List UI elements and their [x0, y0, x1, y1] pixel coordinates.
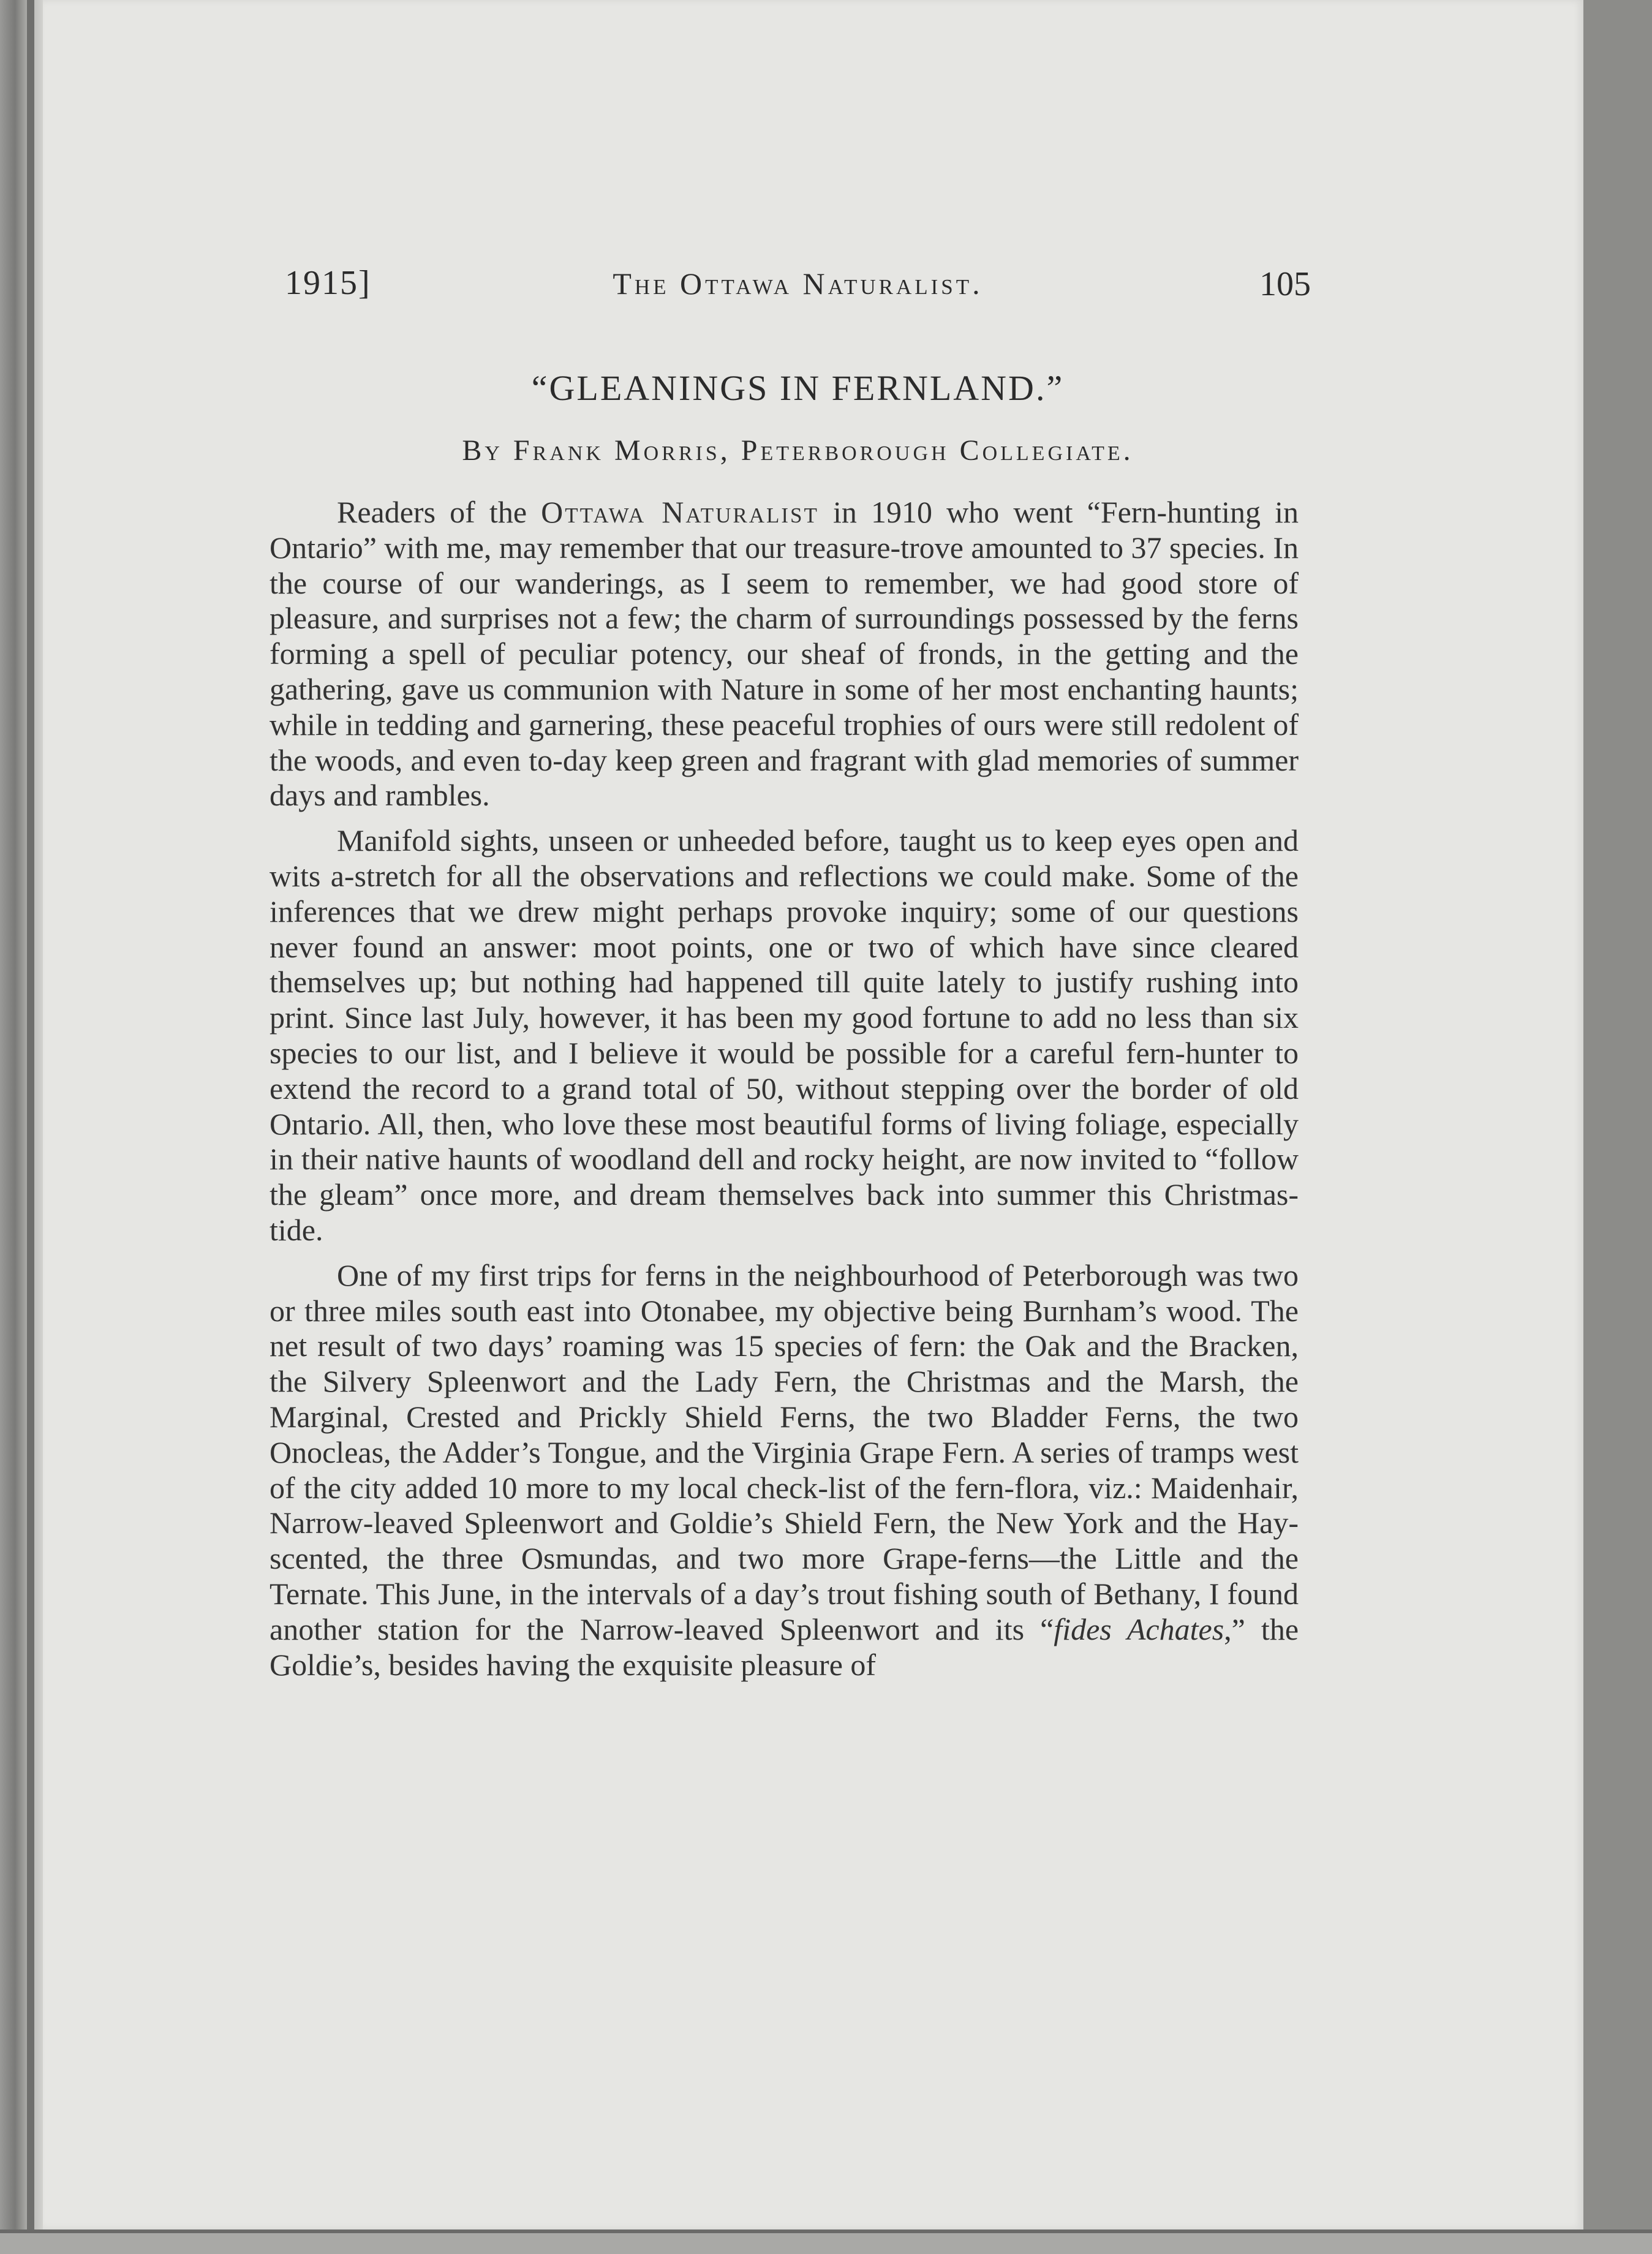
book-gutter-edge [0, 0, 43, 2254]
paragraph-3-start: One of my first trips for ferns in the neighbourhood of Peterborough was two or three miles south east into Otonabee, my objective being Burnham’s wood. The net result of two days’ roaming was 15 species of fern: the Oak and the Bracken, the Silvery Spleenwort and the Lady Fern, the Christmas and the Marsh, the Marginal, Crested and Prickly Shield Ferns, the two Bladder Ferns, the two Onocleas, the Adder’s Tongue, and the Virginia Grape Fern. A series of tramps west of the city added 10 more to my local check-list of the fern-flora, viz.: Maidenhair, Narrow-leaved Spleenwort and Goldie’s Shield Fern, the New York and the Hay-scented, the three Osmundas, and two more Grape-ferns—the Little and the Ternate. This June, in the intervals of a day’s trout fishing south of Bethany, I found another station for the Narrow-leaved Spleenwort and its “ [270, 1257, 1299, 1646]
italic-phrase: fides Achates [1054, 1611, 1224, 1646]
running-head [285, 263, 1311, 312]
journal-name: Ottawa Naturalist [541, 495, 819, 529]
scan-right-margin [1583, 0, 1652, 2254]
scan-bottom-edge [0, 2230, 1652, 2254]
paragraph-3-rest: ,” the Goldie’s, besides having the exquisite pleasure of [270, 1611, 1299, 1682]
paragraph-3 [270, 1258, 1299, 1683]
running-head-journal-title: The Ottawa Naturalist. [613, 266, 983, 301]
article-body [270, 495, 1299, 1692]
running-head-year: 1915] [285, 264, 371, 302]
page-number: 105 [1259, 265, 1311, 303]
article-title: “GLEANINGS IN FERNLAND.” [531, 368, 1065, 408]
paragraph-1-start: Readers of the [337, 495, 541, 529]
article-byline: By Frank Morris, Peterborough Collegiate. [462, 434, 1134, 467]
paragraph-1-rest: in 1910 who went “Fern-hunting in Ontario” with me, may remember that our treasure-trove amounted to 37 species. In the course of our wanderings, as I seem to remember, we had good store of pleasure, and surprises not a few; the charm of surroundings possessed by the ferns forming a spell of peculiar potency, our sheaf of fronds, in the getting and the gathering, gave us communion with Nature in some of her most enchanting haunts; while in tedding and garnering, these peaceful trophies of ours were still redolent of the woods, and even to-day keep green and fragrant with glad memories of summer days and rambles. [270, 495, 1299, 813]
paragraph-1 [270, 495, 1299, 813]
paragraph-2: Manifold sights, unseen or unheeded before, taught us to keep eyes open and wits a-stretch for all the observations and reflections we could make. Some of the inferences that we drew might perhaps provoke inquiry; some of our questions never found an answer: moot points, one or two of which have since cleared themselves up; but nothing had happened till quite lately to justify rushing into print. Since last July, however, it has been my good fortune to add no less than six species to our list, and I believe it would be possible for a careful fern-hunter to extend the record to a grand total of 50, without stepping over the border of old Ontario. All, then, who love these most beautiful forms of living foliage, especially in their native haunts of woodland dell and rocky height, are now invited to “follow the gleam” once more, and dream themselves back into summer this Christmas-tide. [270, 823, 1299, 1247]
